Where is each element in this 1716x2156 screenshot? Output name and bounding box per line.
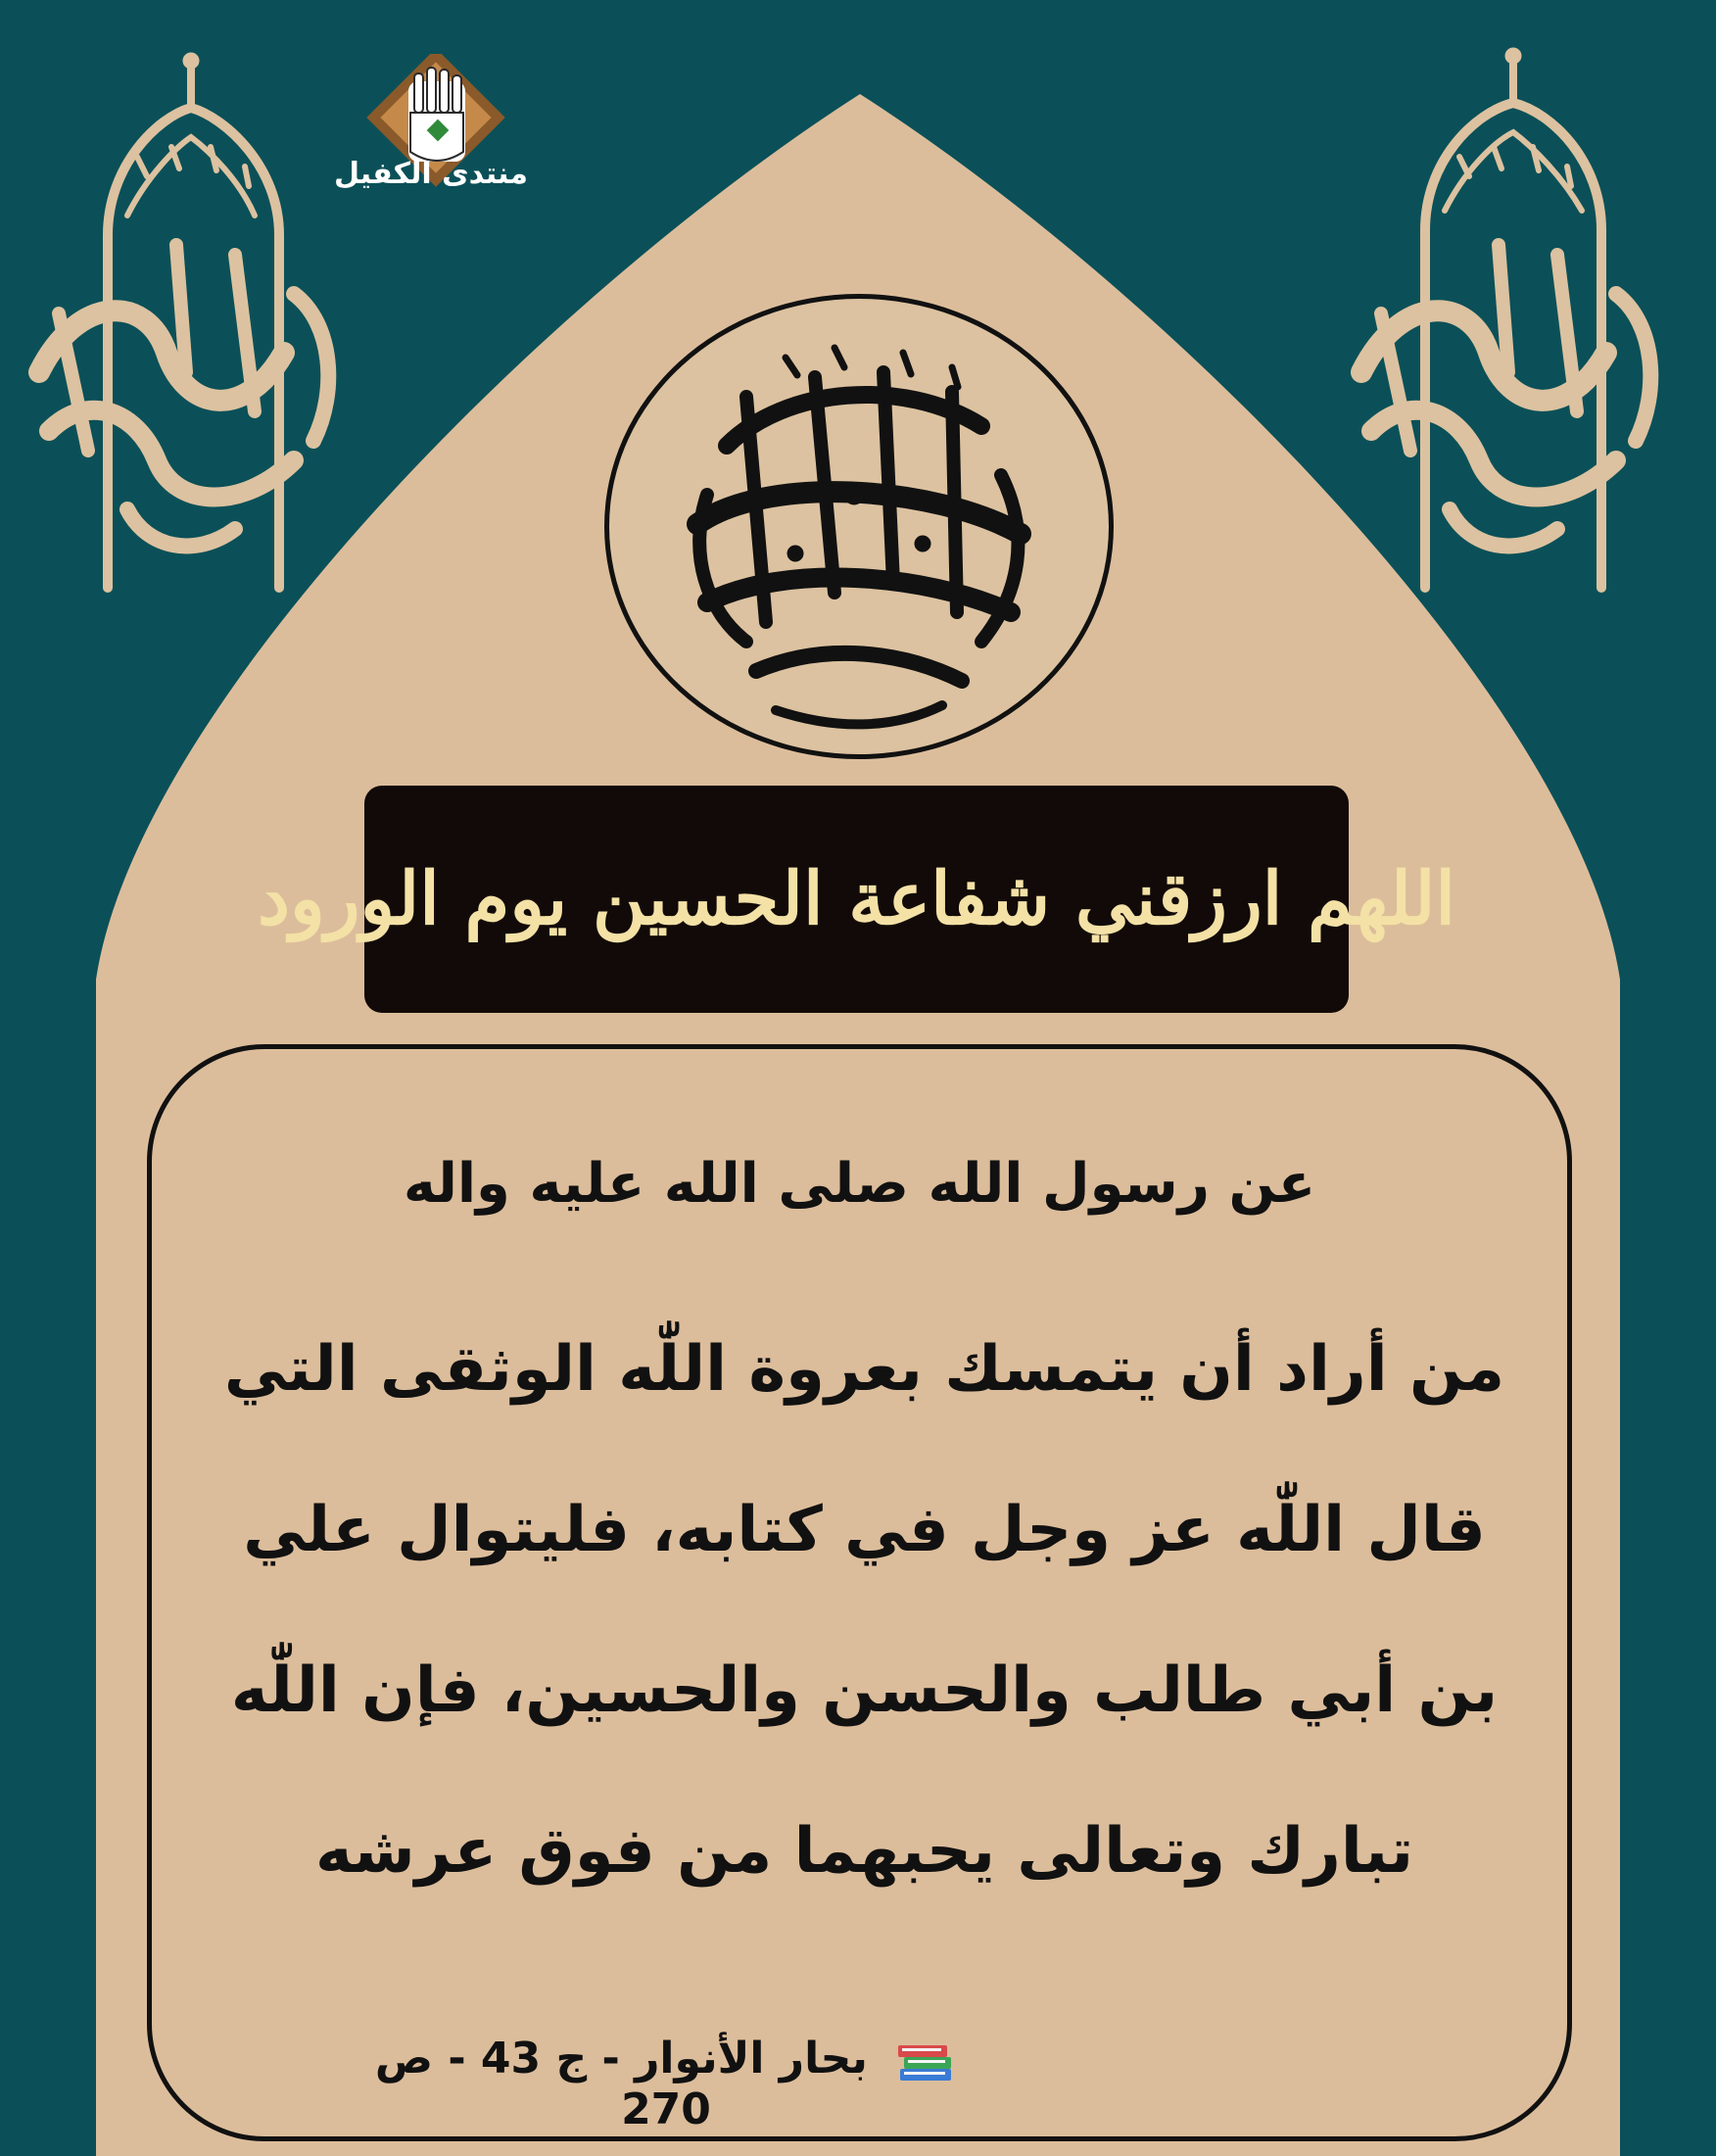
logo-text: منتدى الكفيل [334,157,528,191]
hadith-attribution: عن رسول الله صلى الله عليه واله [403,1152,1316,1216]
books-icon [896,2037,957,2084]
hadith-text [191,1289,1538,1932]
hadith-line: بن أبي طالب والحسن والحسين، فإن اللّٰه [230,1654,1499,1727]
hadith-line: تبارك وتعالى يحبهما من فوق عرشه [314,1815,1414,1888]
hadith-line: قال اللّٰه عز وجل في كتابه، فليتوال علي [243,1494,1486,1566]
hadith-card [147,1044,1572,2141]
prayer-banner [258,786,1455,1013]
calligraphy-medallion-icon [609,299,1109,754]
hand-logo-icon [338,54,534,220]
hadith-source [323,2034,1009,2134]
banner-text: اللهم ارزقني شفاعة الحسين يوم الورود [258,857,1455,941]
calligraphy-medallion [604,294,1114,759]
hadith-line: من أراد أن يتمسك بعروة اللّٰه الوثقى التي [223,1333,1505,1406]
source-text: بحار الأنوار - ج 43 - ص 270 [374,2034,868,2134]
